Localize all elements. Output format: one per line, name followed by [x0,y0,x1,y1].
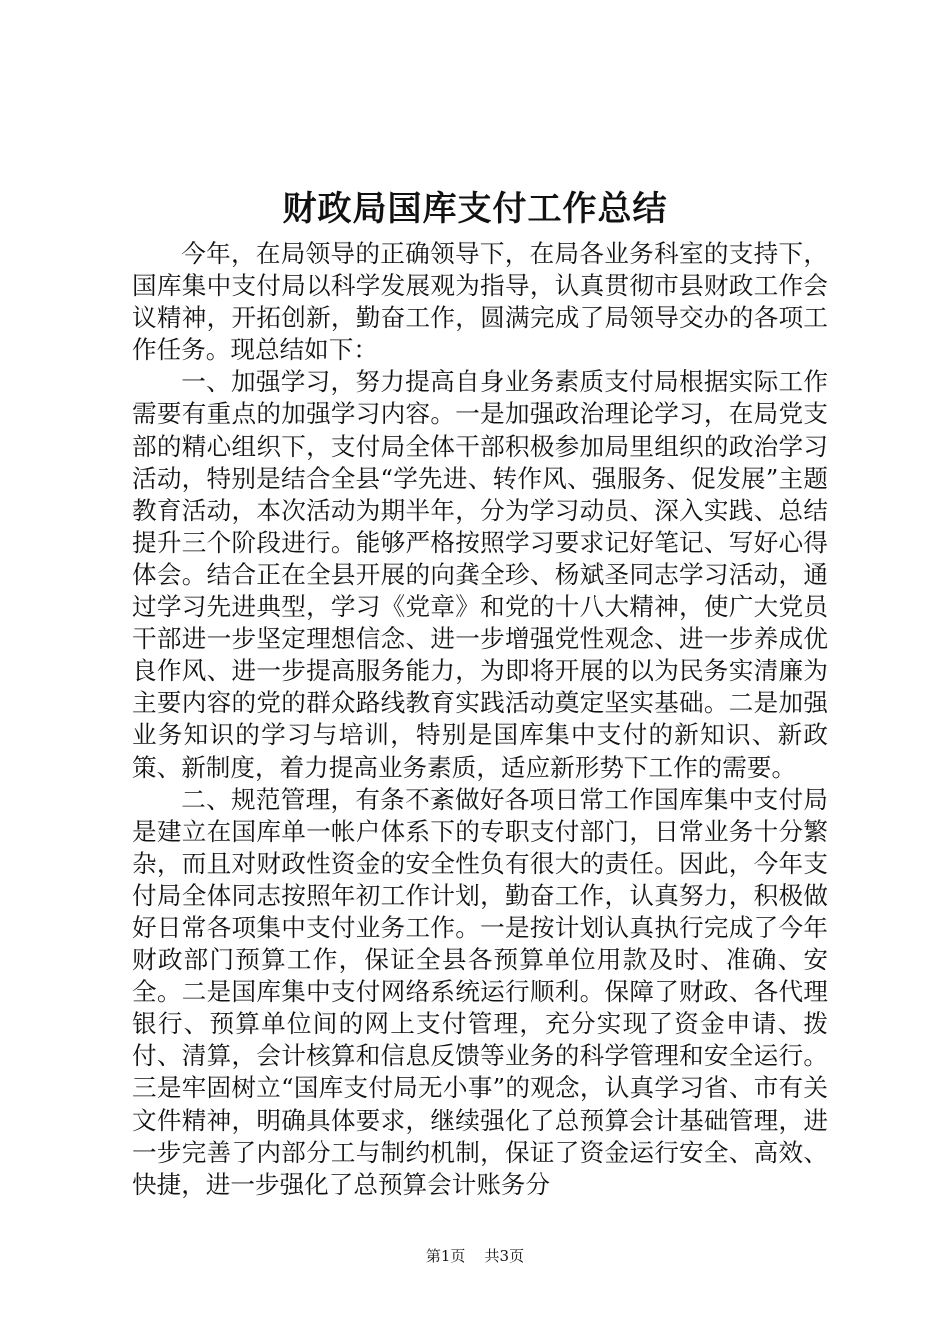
document-title: 财政局国库支付工作总结 [282,189,668,229]
page-total: 共3页 [484,1247,525,1265]
paragraph-management: 二、规范管理，有条不紊做好各项日常工作国库集中支付局是建立在国库单一帐户体系下的专职支付部门，日常业务十分繁杂，而且对财政性资金的安全性负有很大的责任。因此，今年支付局全体同志按照年初工作计划，勤奋工作，认真努力，积极做好日常各项集中支付业务工作。一是按计划认真执行完成了今年财政部门预算工作，保证全县各预算单位用款及时、准确、安全。二是国库集中支付网络系统运行顺利。保障了财政、各代理银行、预算单位间的网上支付管理，充分实现了资金申请、拨付、清算，会计核算和信息反馈等业务的科学管理和安全运行。三是牢固树立“国库支付局无小事”的观念，认真学习省、市有关文件精神，明确具体要求，继续强化了总预算会计基础管理，进一步完善了内部分工与制约机制，保证了资金运行安全、高效、快捷，进一步强化了总预算会计账务分 [132,784,828,1199]
paragraph-intro: 今年，在局领导的正确领导下，在局各业务科室的支持下，国库集中支付局以科学发展观为指导，认真贯彻市县财政工作会议精神，开拓创新，勤奋工作，圆满完成了局领导交办的各项工作任务。现总结如下： [132,239,828,365]
paragraph-study: 一、加强学习，努力提高自身业务素质支付局根据实际工作需要有重点的加强学习内容。一是加强政治理论学习，在局党支部的精心组织下，支付局全体干部积极参加局里组织的政治学习活动，特别是结合全县“学先进、转作风、强服务、促发展”主题教育活动，本次活动为期半年，分为学习动员、深入实践、总结提升三个阶段进行。能够严格按照学习要求记好笔记、写好心得体会。结合正在全县开展的向龚全珍、杨斌圣同志学习活动，通过学习先进典型，学习《党章》和党的十八大精神，使广大党员干部进一步坚定理想信念、进一步增强党性观念、进一步养成优良作风、进一步提高服务能力，为即将开展的以为民务实清廉为主要内容的党的群众路线教育实践活动奠定坚实基础。二是加强业务知识的学习与培训，特别是国库集中支付的新知识、新政策、新制度，着力提高业务素质，适应新形势下工作的需要。 [132,367,828,782]
footer-spacer [470,1247,480,1265]
document-body [132,238,828,1201]
page-number: 第1页 [425,1247,466,1265]
page-footer [0,1246,950,1266]
